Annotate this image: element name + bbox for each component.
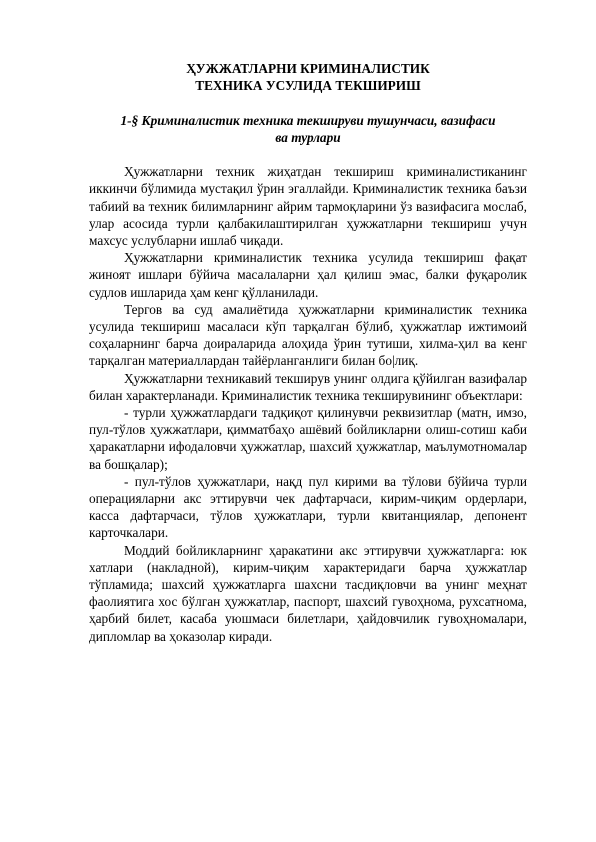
section-heading-line-1: 1-§ Криминалистик техника текшируви тушунчаси, вазифаси — [120, 112, 496, 128]
spacer — [89, 94, 527, 111]
paragraph: Моддий бойликларнинг ҳаракатини акс эттирувчи ҳужжатларга: юк хатлари (накладной), кирим-чиқим характеридаги барча ҳужжатлар тўпламида; шахсий ҳужжатларга шахсни тасдиқловчи ва унинг меҳнат фаолиятига хос бўлган ҳужжатлар, паспорт, шахсий гувоҳнома, рухсатнома, ҳарбий билет, касаба уюшмаси билетлари, ҳайдовчилик гувоҳномалари, дипломлар ва ҳоказолар киради. — [89, 542, 527, 644]
paragraph: Ҳужжатларни техник жиҳатдан текшириш криминалистиканинг иккинчи бўлимида мустақил ўрин эгаллайди. Криминалистик техника баъзи табиий ва техник билимларнинг айрим тармоқларини ўз вазифасига мослаб, улар асосида турли қалбакилаштирилган ҳужжатларни текшириш учун махсус услубларни ишлаб чиқади. — [89, 164, 527, 248]
spacer — [89, 146, 527, 163]
paragraph: Ҳужжатларни криминалистик техника усулида текшириш фақат жиноят ишлари бўйича масалаларни ҳал қилиш эмас, балки фуқаролик судлов ишларида ҳам кенг қўлланилади. — [89, 250, 527, 300]
document-title-line-2: ТЕХНИКА УСУЛИДА ТЕКШИРИШ — [195, 78, 421, 94]
list-item-paragraph: - турли ҳужжатлардаги тадқиқот қилинувчи реквизитлар (матн, имзо, пул-тўлов ҳужжатлари, қимматбаҳо ашёвий бойликларни олиш-сотиш каби ҳаракатларни ифодаловчи ҳужжатлар, шахсий ҳужжатлар, маълумотномалар ва бошқалар); — [89, 405, 527, 472]
document-title-line-1: ҲУЖЖАТЛАРНИ КРИМИНАЛИСТИК — [186, 61, 430, 76]
paragraph: Ҳужжатларни техникавий текширув унинг олдига қўйилган вазифалар билан характерланади. Криминалистик техника текширувининг объектлари: — [89, 370, 527, 403]
document-page — [89, 60, 527, 645]
paragraph: Тергов ва суд амалиётида ҳужжатларни криминалистик техника усулида текшириш масаласи кўп тарқалган бўлиб, ҳужжатлар ижтимоий соҳаларнинг барча доираларида алоҳида ўрин тутиши, хилма-ҳил ва кенг тарқалган материаллардан тайёрланганлиги билан бо|лиқ. — [89, 301, 527, 369]
list-item-paragraph: - пул-тўлов ҳужжатлари, нақд пул кирими ва тўлови бўйича турли операцияларни акс эттирувчи чек дафтарчаси, кирим-чиқим ордерлари, касса дафтарчаси, тўлов ҳужжатлари, турли квитанциялар, депонент карточкалари. — [89, 473, 527, 541]
section-heading-line-2: ва турлари — [275, 129, 341, 145]
